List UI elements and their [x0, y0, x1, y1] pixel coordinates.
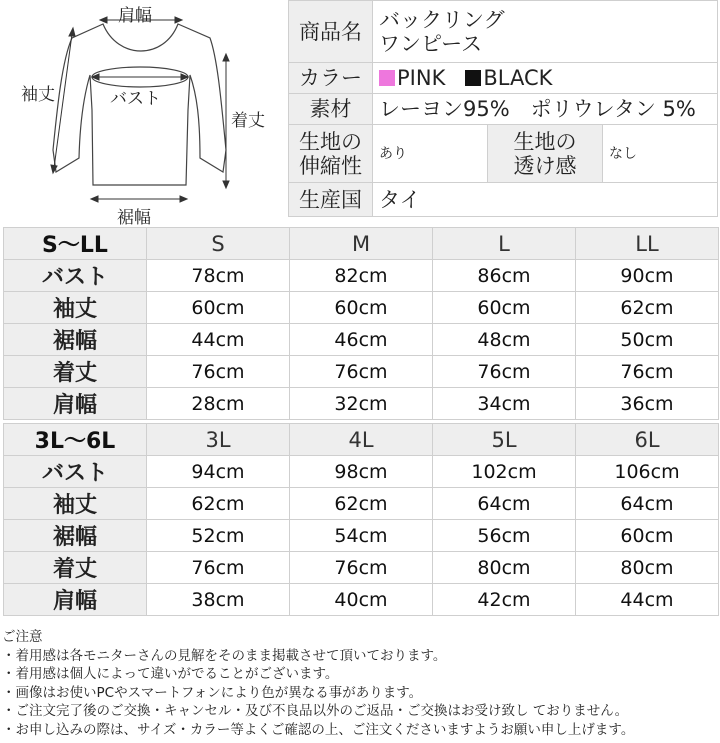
sheer-label	[488, 125, 603, 183]
table-cell: 62cm	[147, 488, 290, 520]
sleeve-label: 袖丈	[21, 85, 55, 105]
material-label: 素材	[289, 94, 373, 125]
table-cell: 62cm	[576, 292, 719, 324]
color-label: カラー	[289, 63, 373, 94]
stretch-label	[289, 125, 373, 183]
table-cell: 34cm	[433, 388, 576, 420]
product-name-label: 商品名	[289, 1, 373, 63]
table-cell: 76cm	[290, 552, 433, 584]
table-cell: 54cm	[290, 520, 433, 552]
row-label: 肩幅	[4, 388, 147, 420]
size-header: 6L	[576, 424, 719, 456]
size-header: 4L	[290, 424, 433, 456]
color-value	[373, 63, 718, 94]
table-cell: 90cm	[576, 260, 719, 292]
size-header: S	[147, 228, 290, 260]
stretch-value: あり	[373, 125, 488, 183]
table-cell: 80cm	[576, 552, 719, 584]
size-table-s-ll	[3, 227, 719, 420]
table-cell: 62cm	[290, 488, 433, 520]
table-cell: 60cm	[290, 292, 433, 324]
table-cell: 80cm	[433, 552, 576, 584]
size-range-label: 3L～6L	[4, 424, 147, 456]
table-row	[4, 292, 719, 324]
table-cell: 46cm	[290, 324, 433, 356]
size-header: 3L	[147, 424, 290, 456]
row-label: 裾幅	[4, 520, 147, 552]
size-header-row	[4, 424, 719, 456]
note-line: ・着用感は各モニターさんの見解をそのまま掲載させて頂いております。	[2, 647, 447, 664]
note-line: ・ご注文完了後のご交換・キャンセル・及び不良品以外のご返品・ご交換はお受け致し ておりません。	[2, 703, 629, 719]
table-cell: 64cm	[433, 488, 576, 520]
length-label: 着丈	[231, 111, 265, 131]
size-header: 5L	[433, 424, 576, 456]
table-cell: 42cm	[433, 584, 576, 616]
product-name-value	[373, 1, 718, 63]
row-label: バスト	[4, 260, 147, 292]
sheer-label-line: 透け感	[513, 153, 577, 178]
size-table-3l-6l	[3, 423, 719, 616]
table-cell: 40cm	[290, 584, 433, 616]
size-header: LL	[576, 228, 719, 260]
size-header: L	[433, 228, 576, 260]
table-cell: 76cm	[147, 356, 290, 388]
note-line: ・画像はお使いPCやスマートフォンにより色が異なる事があります。	[2, 684, 423, 701]
black-swatch	[465, 70, 481, 86]
table-cell: 56cm	[433, 520, 576, 552]
stretch-label-line: 伸縮性	[299, 153, 362, 178]
size-header-row	[4, 228, 719, 260]
table-row	[4, 388, 719, 420]
table-cell: 48cm	[433, 324, 576, 356]
row-label: 裾幅	[4, 324, 147, 356]
table-cell: 36cm	[576, 388, 719, 420]
table-cell: 76cm	[147, 552, 290, 584]
table-cell: 44cm	[147, 324, 290, 356]
pink-swatch	[379, 70, 395, 86]
note-line: ・お申し込みの際は、サイズ・カラー等よくご確認の上、ご注文くださいますようお願い申し上げます。	[2, 721, 635, 738]
measurement-diagram	[0, 0, 285, 228]
origin-label: 生産国	[289, 183, 373, 217]
product-info-table	[288, 0, 718, 217]
note-line: ・着用感は個人によって違いがでることがございます。	[2, 666, 339, 682]
table-cell: 76cm	[290, 356, 433, 388]
table-row	[4, 356, 719, 388]
table-cell: 86cm	[433, 260, 576, 292]
table-row	[4, 324, 719, 356]
row-label: バスト	[4, 456, 147, 488]
table-cell: 28cm	[147, 388, 290, 420]
table-cell: 52cm	[147, 520, 290, 552]
shoulder-label: 肩幅	[118, 6, 152, 26]
table-cell: 102cm	[433, 456, 576, 488]
color-name: BLACK	[483, 66, 553, 90]
row-label: 袖丈	[4, 488, 147, 520]
table-row	[4, 488, 719, 520]
table-cell: 76cm	[433, 356, 576, 388]
size-range-label: S～LL	[4, 228, 147, 260]
table-cell: 50cm	[576, 324, 719, 356]
table-row	[4, 456, 719, 488]
table-row	[4, 520, 719, 552]
sheer-value: なし	[603, 125, 718, 183]
table-cell: 38cm	[147, 584, 290, 616]
table-cell: 60cm	[576, 520, 719, 552]
table-cell: 64cm	[576, 488, 719, 520]
table-cell: 94cm	[147, 456, 290, 488]
table-cell: 44cm	[576, 584, 719, 616]
table-cell: 76cm	[576, 356, 719, 388]
color-name: PINK	[397, 66, 446, 90]
table-row	[4, 260, 719, 292]
material-value: レーヨン95% ポリウレタン 5%	[373, 94, 718, 125]
table-cell: 98cm	[290, 456, 433, 488]
notes-section	[2, 628, 718, 739]
product-name-line: バックリング	[379, 7, 505, 32]
notes-title: ご注意	[2, 629, 43, 645]
origin-value: タイ	[373, 183, 718, 217]
table-cell: 82cm	[290, 260, 433, 292]
table-cell: 32cm	[290, 388, 433, 420]
table-cell: 60cm	[433, 292, 576, 324]
row-label: 肩幅	[4, 584, 147, 616]
row-label: 袖丈	[4, 292, 147, 324]
table-cell: 60cm	[147, 292, 290, 324]
product-name-line: ワンピース	[379, 31, 483, 56]
table-cell: 106cm	[576, 456, 719, 488]
bust-label: バスト	[110, 89, 161, 109]
sheer-label-line: 生地の	[513, 129, 577, 154]
stretch-label-line: 生地の	[299, 129, 362, 154]
table-row	[4, 552, 719, 584]
hem-label: 裾幅	[117, 208, 151, 228]
table-cell: 78cm	[147, 260, 290, 292]
size-header: M	[290, 228, 433, 260]
table-row	[4, 584, 719, 616]
row-label: 着丈	[4, 356, 147, 388]
row-label: 着丈	[4, 552, 147, 584]
